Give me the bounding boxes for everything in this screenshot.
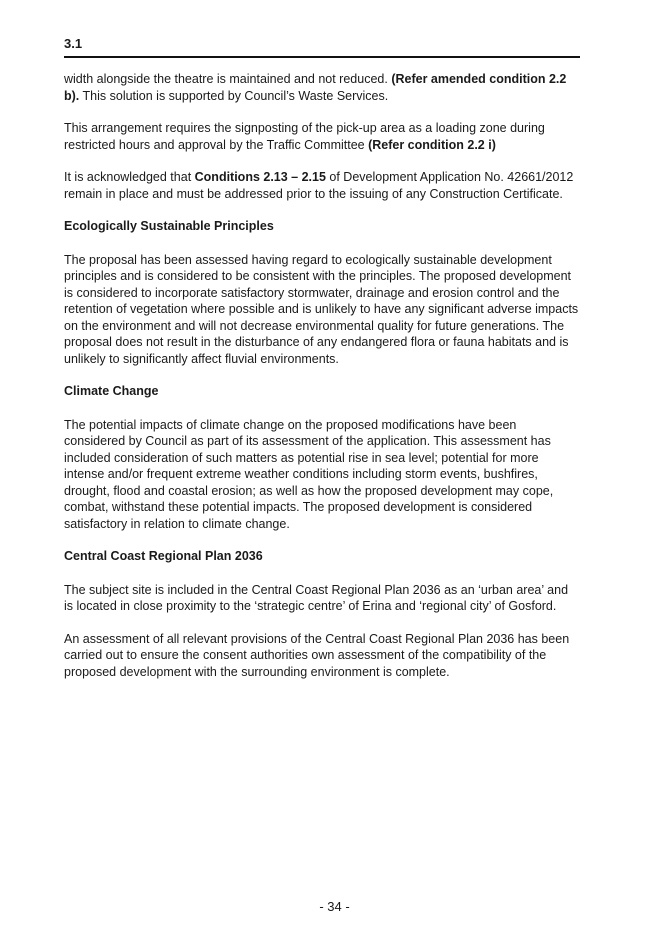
paragraph-conditions: [64, 169, 580, 202]
section-number: 3.1: [64, 36, 83, 51]
heading-climate-change: Climate Change: [64, 384, 159, 398]
condition-reference: (Refer amended condition 2.2 b).: [64, 72, 567, 103]
paragraph-text: width alongside the theatre is maintained and not reduced.: [64, 72, 392, 86]
heading-esd: Ecologically Sustainable Principles: [64, 219, 274, 233]
paragraph-text: It is acknowledged that: [64, 170, 195, 184]
page-header: [64, 36, 580, 58]
paragraph-climate-change: The potential impacts of climate change on the proposed modifications have been considered by Council as part of its assessment of the application. This assessment has included consideration of such matters as potential rise in sea level; potential for more intense and/or frequent extreme weather conditions including storm events, bushfires, drought, flood and coastal erosion; as well as how the proposed development may cope, combat, withstand these potential impacts. The proposed development is considered satisfactory in relation to climate change.: [64, 417, 554, 531]
paragraph-signposting: [64, 120, 580, 153]
paragraph-text: This solution is supported by Council’s Waste Services.: [79, 88, 389, 103]
heading-regional-plan: Central Coast Regional Plan 2036: [64, 549, 263, 563]
condition-reference: (Refer condition 2.2 i): [368, 137, 496, 152]
paragraph-regional-plan-site: The subject site is included in the Central Coast Regional Plan 2036 as an ‘urban area’ and is located in close proximity to the ‘strategic centre’ of Erina and ‘regional city’ of Gosford.: [64, 582, 569, 613]
paragraph-esd: The proposal has been assessed having regard to ecologically sustainable development principles and is considered to be consistent with the principles. The proposed development is considered to incorporate satisfactory stormwater, drainage and erosion control and the retention of vegetation where possible and is unlikely to have any significant adverse impacts on the environment and will not decrease environmental quality for future generations. The proposal does not result in the disturbance of any endangered flora or fauna habitats and is unlikely to significantly affect fluvial environments.: [64, 252, 579, 366]
document-body: [64, 71, 580, 696]
condition-reference: Conditions 2.13 – 2.15: [194, 170, 326, 184]
page-number: - 34 -: [319, 899, 350, 914]
paragraph-text: This arrangement requires the signposting of the pick-up area as a loading zone during restricted hours and approval by the Traffic Committee: [64, 121, 545, 152]
paragraph-text: of Development Application No. 42661/2012 remain in place and must be addressed prior to the issuing of any Construction Certificate.: [64, 170, 574, 201]
paragraph-waste-access: [64, 71, 580, 104]
paragraph-regional-plan-assessment: An assessment of all relevant provisions of the Central Coast Regional Plan 2036 has been carried out to ensure the consent authorities own assessment of the compatibility of the proposed development with the surrounding environment is complete.: [64, 631, 570, 679]
